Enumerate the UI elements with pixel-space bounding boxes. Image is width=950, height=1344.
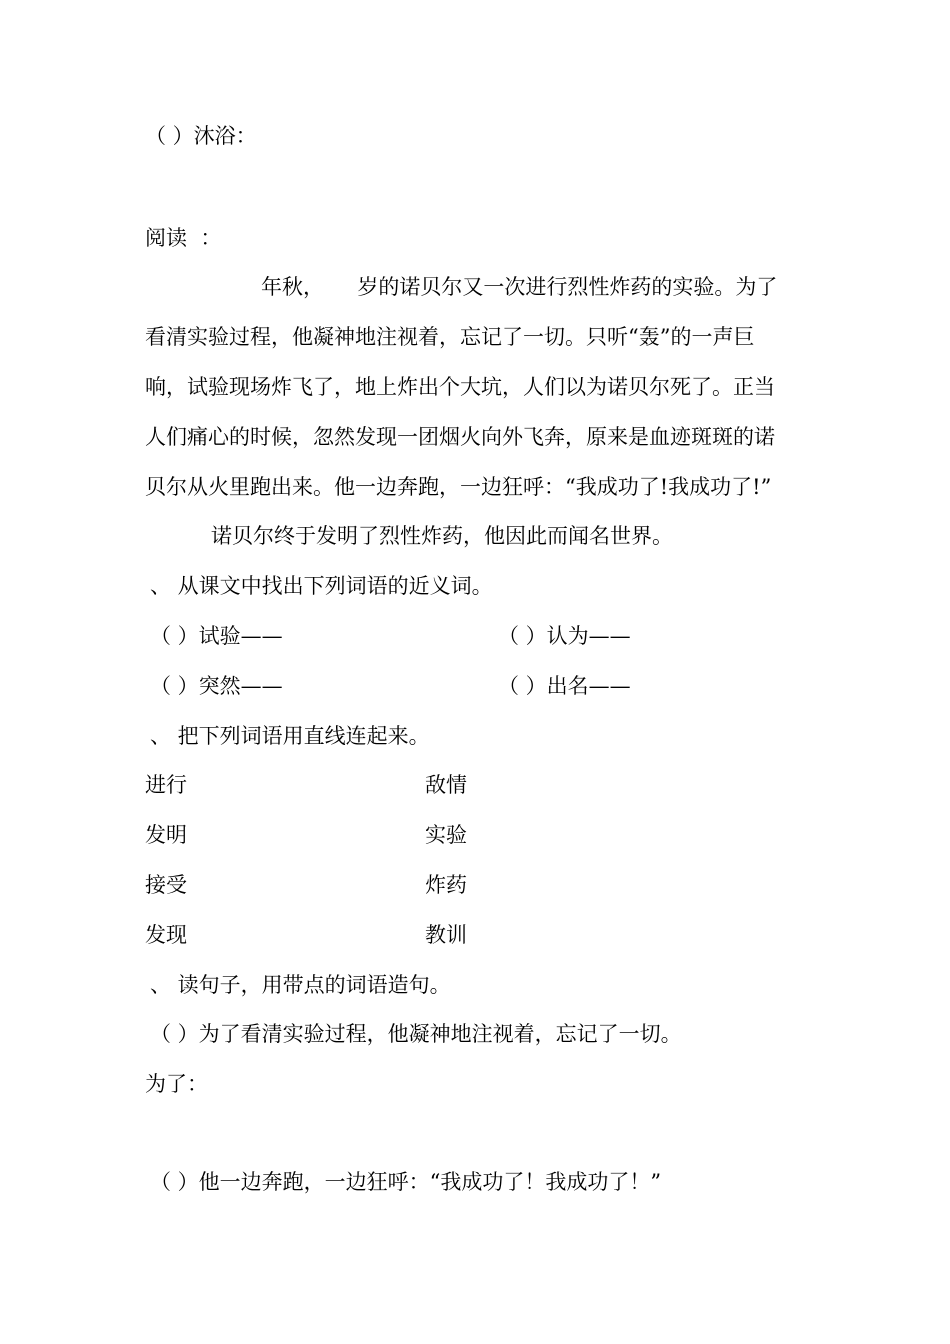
passage-line-6: 诺贝尔终于发明了烈性炸药，他因此而闻名世界。	[211, 524, 673, 548]
match-left-2: 发明	[145, 823, 187, 847]
passage-line-5: 贝尔从火里跑出来。他一边奔跑，一边狂呼：“我成功了!我成功了!”	[145, 475, 772, 499]
synonym-item-think: （ ）认为——	[498, 624, 631, 648]
passage-line-2: 看清实验过程，他凝神地注视着，忘记了一切。只听“轰”的一声巨	[145, 325, 755, 349]
sentence-prompt-weile: 为了：	[145, 1072, 208, 1096]
match-right-4: 教训	[425, 923, 467, 947]
reading-heading: 阅读 ：	[145, 226, 222, 250]
match-right-3: 炸药	[425, 873, 467, 897]
match-left-4: 发现	[145, 923, 187, 947]
question-sentence: 、 读句子，用带点的词语造句。	[150, 973, 451, 997]
match-right-1: 敌情	[425, 773, 467, 797]
sentence-example-2: （ ）他一边奔跑，一边狂呼：“我成功了！我成功了！”	[150, 1170, 662, 1194]
synonym-item-famous: （ ）出名——	[498, 674, 631, 698]
match-left-1: 进行	[145, 773, 187, 797]
synonym-item-sudden: （ ）突然——	[150, 674, 283, 698]
synonym-item-test: （ ）试验——	[150, 624, 283, 648]
passage-line-3: 响，试验现场炸飞了，地上炸出个大坑，人们以为诺贝尔死了。正当	[145, 375, 775, 399]
match-left-3: 接受	[145, 873, 187, 897]
question-bathe: （ ）沐浴：	[145, 124, 257, 148]
passage-line-4: 人们痛心的时候，忽然发现一团烟火向外飞奔，原来是血迹斑斑的诺	[145, 425, 775, 449]
question-synonyms: 、 从课文中找出下列词语的近义词。	[150, 574, 493, 598]
question-matching: 、 把下列词语用直线连起来。	[150, 724, 430, 748]
match-right-2: 实验	[425, 823, 467, 847]
passage-line-1: 年秋， 岁的诺贝尔又一次进行烈性炸药的实验。为了	[261, 275, 778, 299]
sentence-example-1: （ ）为了看清实验过程，他凝神地注视着，忘记了一切。	[150, 1022, 682, 1046]
